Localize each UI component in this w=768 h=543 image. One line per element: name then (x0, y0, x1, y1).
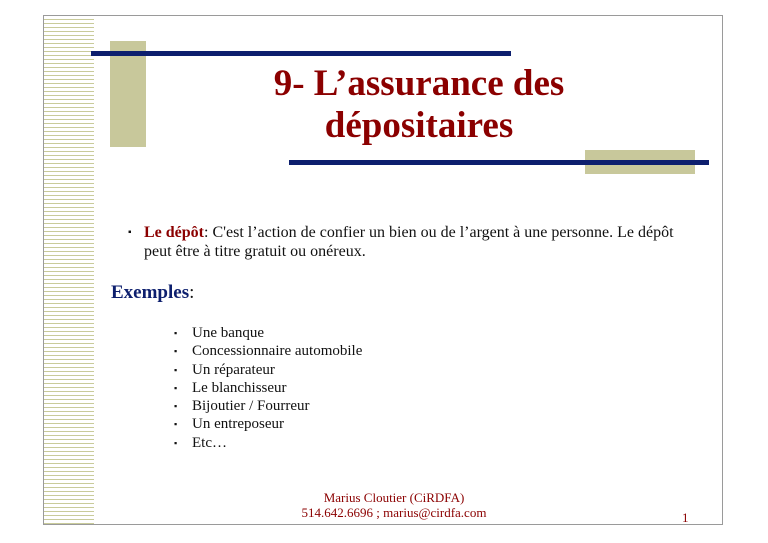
bullet-marker: ▪ (174, 382, 178, 393)
definition-text: : C'est l’action de confier un bien ou de l’argent à une personne. Le dépôt peut être à titre gratuit ou onéreux. (144, 224, 674, 260)
bullet-marker: ▪ (174, 328, 178, 338)
list-item: ▪ Un entreposeur (174, 416, 285, 433)
list-item: ▪ Un réparateur (174, 361, 275, 378)
striped-margin-decoration (44, 16, 94, 524)
slide (43, 15, 723, 525)
page-number: 1 (682, 510, 689, 525)
footer (244, 490, 544, 520)
list-item: ▪ Etc… (174, 434, 227, 451)
bullet-marker: ▪ (174, 364, 178, 375)
navy-rule-top (91, 51, 511, 56)
list-item: ▪ Concessionnaire automobile (174, 343, 363, 360)
list-item: ▪ Le blanchisseur (174, 379, 287, 396)
bullet-marker: ▪ (174, 401, 178, 412)
footer-contact: 514.642.6696 ; marius@cirdfa.com (301, 505, 487, 520)
bullet-marker: ▪ (174, 419, 178, 430)
khaki-block-decoration-top (110, 41, 146, 147)
title-line-1: 9- L’assurance des (273, 63, 565, 104)
bullet-marker: ▪ (174, 437, 178, 448)
title-line-2: dépositaires (324, 105, 514, 146)
examples-heading-colon: : (189, 282, 195, 303)
bullet-marker: ▪ (128, 227, 132, 238)
definition-paragraph (128, 223, 704, 261)
examples-heading (111, 282, 194, 304)
examples-list (174, 324, 362, 452)
examples-heading-label: Exemples (111, 282, 190, 303)
footer-author: Marius Cloutier (CiRDFA) (323, 490, 465, 505)
bullet-marker: ▪ (174, 346, 178, 357)
list-item: ▪ Bijoutier / Fourreur (174, 398, 310, 415)
slide-title (194, 63, 644, 147)
navy-rule-bottom (289, 160, 709, 165)
definition-term: Le dépôt (144, 224, 204, 241)
list-item: ▪ Une banque (174, 325, 265, 341)
